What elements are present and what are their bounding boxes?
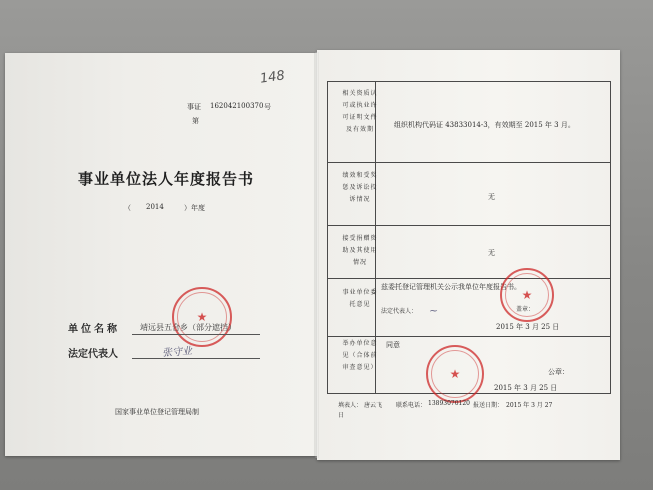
- entrust-content: 兹委托登记管理机关公示我单位年度报告书。: [381, 283, 521, 291]
- unit-name-underline: [132, 334, 260, 335]
- cert-suffix: 号: [264, 103, 271, 111]
- sponsor-date: 2015 年 3 月 25 日: [494, 384, 558, 392]
- phone-number: 13893070120: [428, 400, 470, 407]
- table-row-divider: [328, 162, 610, 163]
- qualification-content: 组织机构代码证 43833014-3，有效期至 2015 年 3 月。: [394, 121, 575, 129]
- entrust-date: 2015 年 3 月 25 日: [496, 323, 560, 331]
- filler-label: 填表人：: [338, 402, 363, 409]
- report-form-table: [327, 81, 611, 394]
- sponsor-opinion-label: 举办单位意见（合体前审查意见）: [342, 340, 378, 371]
- bureau-name: 国家事业单位登记管理局制: [115, 408, 199, 416]
- entrust-seal-label: 盖章：: [516, 306, 535, 313]
- unit-name-value: 靖远县五合乡（部分遮挡）: [140, 323, 236, 332]
- donation-label: 接受捐赠资助及其使用情况: [342, 235, 378, 266]
- sponsor-opinion-content: 同意: [386, 341, 400, 349]
- performance-label: 绩效和受奖惩及诉讼投诉情况: [342, 172, 378, 203]
- unit-name-label: 单位名称: [68, 324, 120, 335]
- report-title: 事业单位法人年度报告书: [78, 170, 255, 188]
- report-date-day-unit: 日: [338, 412, 345, 419]
- legal-rep-label: 法定代表人: [68, 349, 118, 360]
- entrust-rep-label: 法定代表人：: [381, 308, 418, 315]
- qualification-label: 相关资质认可或执业许可证明文件及有效期: [342, 90, 378, 133]
- cert-number: 162042100370: [210, 102, 264, 110]
- year-open-paren: （: [124, 204, 131, 212]
- report-date-label: 报送日期：: [473, 402, 504, 409]
- phone-label: 联系电话：: [396, 402, 427, 409]
- donation-content: 无: [488, 249, 495, 257]
- year-close-label: ）年度: [184, 204, 205, 212]
- rep-signature-scribble: ~: [429, 304, 439, 317]
- entrust-label: 事业单位委托意见: [342, 289, 378, 308]
- registry-seal-stamp: ★: [172, 287, 232, 347]
- performance-content: 无: [488, 193, 495, 201]
- cert-prefix: 事证: [187, 103, 201, 111]
- left-page: [5, 53, 317, 456]
- table-row-divider: [328, 278, 610, 279]
- cert-second-line: 第: [192, 117, 199, 125]
- page-fold: [314, 52, 319, 458]
- legal-rep-signature: 张守业: [161, 345, 193, 360]
- unit-seal-stamp: ★: [500, 268, 554, 322]
- handwritten-number: 148: [259, 68, 286, 87]
- sponsor-seal-label: 公章：: [548, 368, 569, 376]
- report-date: 2015 年 3 月 27: [506, 402, 553, 409]
- legal-rep-underline: [132, 358, 260, 359]
- report-year: 2014: [146, 203, 164, 211]
- table-row-divider: [328, 336, 610, 337]
- table-row-divider: [328, 225, 610, 226]
- filler-name: 唐云飞: [364, 402, 383, 409]
- county-seal-stamp: ★: [426, 345, 484, 403]
